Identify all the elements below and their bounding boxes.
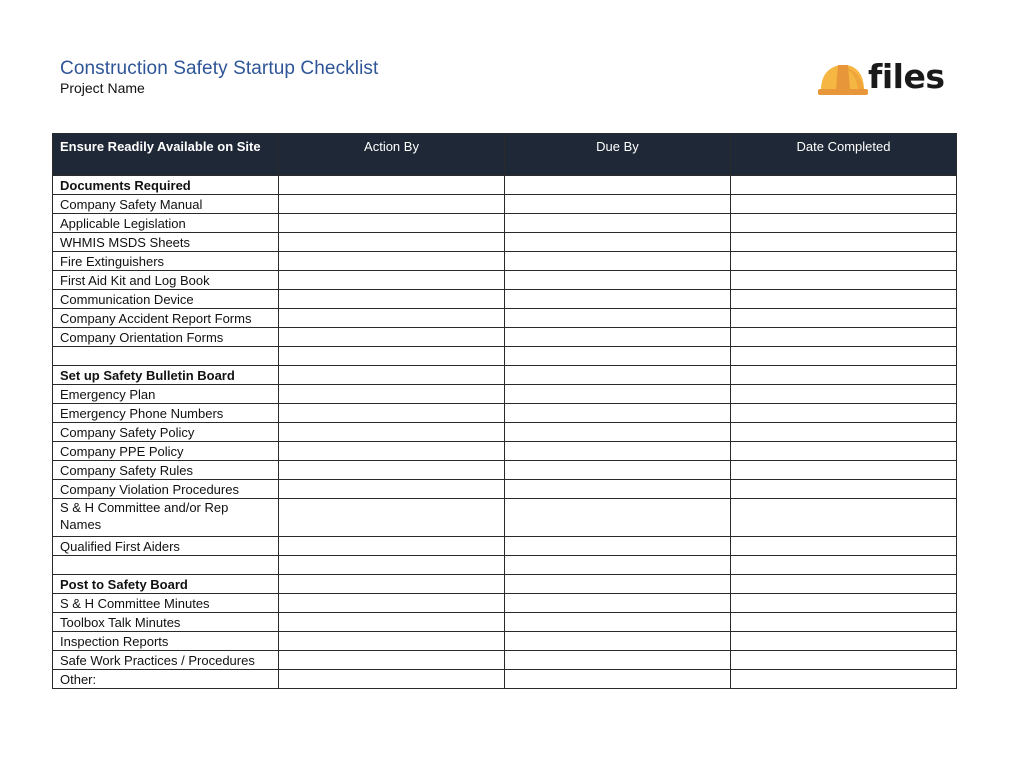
due-by-cell[interactable] [505, 328, 731, 347]
action-by-cell[interactable] [279, 461, 505, 480]
date-completed-cell[interactable] [731, 328, 957, 347]
action-by-cell[interactable] [279, 613, 505, 632]
checklist-item-label: First Aid Kit and Log Book [53, 271, 279, 290]
table-row [53, 651, 957, 670]
due-by-cell[interactable] [505, 423, 731, 442]
date-completed-cell[interactable] [731, 233, 957, 252]
action-by-cell[interactable] [279, 195, 505, 214]
date-completed-cell[interactable] [731, 290, 957, 309]
action-by-cell[interactable] [279, 442, 505, 461]
action-by-cell[interactable] [279, 404, 505, 423]
due-by-cell[interactable] [505, 233, 731, 252]
checklist-item-label: Toolbox Talk Minutes [53, 613, 279, 632]
due-by-cell[interactable] [505, 385, 731, 404]
date-completed-cell[interactable] [731, 480, 957, 499]
due-by-cell[interactable] [505, 252, 731, 271]
due-by-cell[interactable] [505, 442, 731, 461]
table-row [53, 404, 957, 423]
due-by-cell[interactable] [505, 290, 731, 309]
action-by-cell[interactable] [279, 423, 505, 442]
due-by-cell[interactable] [505, 651, 731, 670]
logo-wordmark: files [868, 57, 945, 96]
checklist-item-label: WHMIS MSDS Sheets [53, 233, 279, 252]
due-by-cell[interactable] [505, 670, 731, 689]
date-completed-cell[interactable] [731, 252, 957, 271]
table-row [53, 480, 957, 499]
date-completed-cell[interactable] [731, 499, 957, 537]
date-completed-cell[interactable] [731, 385, 957, 404]
due-by-cell[interactable] [505, 575, 731, 594]
date-completed-cell[interactable] [731, 556, 957, 575]
due-by-cell[interactable] [505, 404, 731, 423]
action-by-cell[interactable] [279, 556, 505, 575]
due-by-cell[interactable] [505, 271, 731, 290]
document-title: Construction Safety Startup Checklist [60, 58, 379, 79]
table-row [53, 670, 957, 689]
action-by-cell[interactable] [279, 651, 505, 670]
date-completed-cell[interactable] [731, 537, 957, 556]
due-by-cell[interactable] [505, 499, 731, 537]
checklist-item-label: Emergency Plan [53, 385, 279, 404]
checklist-body [53, 176, 957, 689]
blank-row [53, 347, 957, 366]
checklist-item-label: S & H Committee Minutes [53, 594, 279, 613]
table-row [53, 385, 957, 404]
action-by-cell[interactable] [279, 347, 505, 366]
due-by-cell[interactable] [505, 214, 731, 233]
header-ensure-available: Ensure Readily Available on Site [53, 134, 279, 176]
date-completed-cell[interactable] [731, 461, 957, 480]
action-by-cell[interactable] [279, 537, 505, 556]
action-by-cell[interactable] [279, 176, 505, 195]
due-by-cell[interactable] [505, 613, 731, 632]
date-completed-cell[interactable] [731, 404, 957, 423]
table-row [53, 632, 957, 651]
checklist-table [52, 133, 957, 689]
checklist-item-label: Emergency Phone Numbers [53, 404, 279, 423]
table-row [53, 195, 957, 214]
due-by-cell[interactable] [505, 347, 731, 366]
checklist-item-label: Company Accident Report Forms [53, 309, 279, 328]
action-by-cell[interactable] [279, 309, 505, 328]
date-completed-cell[interactable] [731, 594, 957, 613]
project-name-label: Project Name [60, 80, 145, 96]
date-completed-cell[interactable] [731, 195, 957, 214]
header-action-by: Action By [279, 134, 505, 176]
blank-row [53, 556, 957, 575]
checklist-item-label: Company Safety Manual [53, 195, 279, 214]
checklist-item-label: Applicable Legislation [53, 214, 279, 233]
action-by-cell[interactable] [279, 480, 505, 499]
action-by-cell[interactable] [279, 271, 505, 290]
due-by-cell[interactable] [505, 309, 731, 328]
due-by-cell[interactable] [505, 632, 731, 651]
table-row [53, 252, 957, 271]
action-by-cell[interactable] [279, 328, 505, 347]
due-by-cell[interactable] [505, 366, 731, 385]
table-row [53, 290, 957, 309]
table-row [53, 461, 957, 480]
date-completed-cell[interactable] [731, 176, 957, 195]
date-completed-cell[interactable] [731, 271, 957, 290]
date-completed-cell[interactable] [731, 214, 957, 233]
checklist-item-label: Company PPE Policy [53, 442, 279, 461]
checklist-item-label: Company Violation Procedures [53, 480, 279, 499]
action-by-cell[interactable] [279, 385, 505, 404]
checklist-item-label: Communication Device [53, 290, 279, 309]
table-header-row [53, 134, 957, 176]
action-by-cell[interactable] [279, 670, 505, 689]
date-completed-cell[interactable] [731, 651, 957, 670]
checklist-item-label: Fire Extinguishers [53, 252, 279, 271]
table-row [53, 233, 957, 252]
table-row [53, 594, 957, 613]
date-completed-cell[interactable] [731, 366, 957, 385]
due-by-cell[interactable] [505, 480, 731, 499]
due-by-cell[interactable] [505, 176, 731, 195]
header-date-completed: Date Completed [731, 134, 957, 176]
table-row [53, 271, 957, 290]
table-row [53, 423, 957, 442]
date-completed-cell[interactable] [731, 423, 957, 442]
checklist-item-label [53, 347, 279, 366]
table-row [53, 328, 957, 347]
date-completed-cell[interactable] [731, 575, 957, 594]
action-by-cell[interactable] [279, 575, 505, 594]
header-due-by: Due By [505, 134, 731, 176]
table-row [53, 499, 957, 537]
section-header-row [53, 176, 957, 195]
action-by-cell[interactable] [279, 233, 505, 252]
section-header-row [53, 366, 957, 385]
checklist-item-label: Safe Work Practices / Procedures [53, 651, 279, 670]
section-header-row [53, 575, 957, 594]
date-completed-cell[interactable] [731, 309, 957, 328]
due-by-cell[interactable] [505, 537, 731, 556]
checklist-item-label: Company Orientation Forms [53, 328, 279, 347]
hard-hat-icon [818, 60, 868, 103]
table-row [53, 613, 957, 632]
section-title: Post to Safety Board [53, 575, 279, 594]
table-row [53, 214, 957, 233]
checklist-item-label: Inspection Reports [53, 632, 279, 651]
date-completed-cell[interactable] [731, 670, 957, 689]
checklist-item-label: S & H Committee and/or Rep Names [53, 499, 279, 537]
due-by-cell[interactable] [505, 594, 731, 613]
action-by-cell[interactable] [279, 366, 505, 385]
checklist-item-label: Company Safety Rules [53, 461, 279, 480]
date-completed-cell[interactable] [731, 347, 957, 366]
checklist-item-label [53, 556, 279, 575]
action-by-cell[interactable] [279, 290, 505, 309]
date-completed-cell[interactable] [731, 442, 957, 461]
due-by-cell[interactable] [505, 461, 731, 480]
checklist-item-label: Other: [53, 670, 279, 689]
table-row [53, 442, 957, 461]
date-completed-cell[interactable] [731, 613, 957, 632]
table-row [53, 537, 957, 556]
action-by-cell[interactable] [279, 594, 505, 613]
due-by-cell[interactable] [505, 195, 731, 214]
action-by-cell[interactable] [279, 252, 505, 271]
checklist-item-label: Qualified First Aiders [53, 537, 279, 556]
date-completed-cell[interactable] [731, 632, 957, 651]
checklist-item-label: Company Safety Policy [53, 423, 279, 442]
table-row [53, 309, 957, 328]
action-by-cell[interactable] [279, 632, 505, 651]
due-by-cell[interactable] [505, 556, 731, 575]
files-logo [818, 58, 948, 100]
action-by-cell[interactable] [279, 214, 505, 233]
section-title: Set up Safety Bulletin Board [53, 366, 279, 385]
action-by-cell[interactable] [279, 499, 505, 537]
section-title: Documents Required [53, 176, 279, 195]
